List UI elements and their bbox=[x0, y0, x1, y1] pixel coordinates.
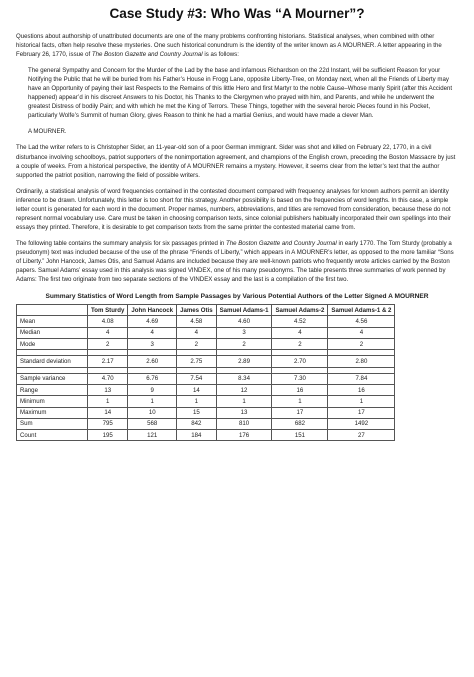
table-cell: 16 bbox=[272, 384, 328, 395]
table-cell: 17 bbox=[328, 407, 395, 418]
newspaper-title-2: The Boston Gazette and Country Journal bbox=[226, 239, 337, 247]
table-cell: 795 bbox=[88, 418, 128, 429]
table-cell: 4.56 bbox=[328, 316, 395, 327]
table-row bbox=[17, 373, 395, 384]
paragraph-table-intro bbox=[16, 239, 458, 284]
table-corner-cell bbox=[17, 305, 88, 316]
intro-paragraph bbox=[16, 32, 458, 59]
table-row bbox=[17, 327, 395, 338]
table-row bbox=[17, 418, 395, 429]
table-cell: 1 bbox=[272, 396, 328, 407]
column-header: James Otis bbox=[177, 305, 217, 316]
table-cell: 2 bbox=[88, 339, 128, 350]
row-label: Sum bbox=[17, 418, 88, 429]
table-cell: 2 bbox=[328, 339, 395, 350]
table-cell: 2.17 bbox=[88, 356, 128, 367]
table-cell: 1 bbox=[216, 396, 272, 407]
table-header-row bbox=[17, 305, 395, 316]
table-cell: 2.75 bbox=[177, 356, 217, 367]
letter-quote: The general Sympathy and Concern for the Murder of the Lad by the base and infamous Richardson on the 22d Instant, will be sufficient Reason for your Notifying the Public that he will be buried from his Father’s House in Frogg Lane, opposite Liberty-Tree, on Monday next, when all the Friends of Liberty may have an Opportunity of paying their last Respects to the Remains of this little Hero and first Martyr to the noble Cause–Whose manly Spirit (after this Accident happened) appear’d in his discreet Answers to his Doctor, his Thanks to the Clergymen who prayed with him, and Parents, and while he underwent the greatest Distress of bodily Pain; and with which he met the King of Terrors. These Things, together with the several heroic Pieces found in his Pocket, particularly Wolfe’s Summit of human Glory, gives Reason to think he had a martial Genius, and would have made a clever Man. bbox=[28, 67, 453, 120]
table-cell: 1 bbox=[88, 396, 128, 407]
intro-text-after: is as follows: bbox=[202, 51, 239, 59]
row-label: Minimum bbox=[17, 396, 88, 407]
table-cell: 151 bbox=[272, 430, 328, 441]
table-caption: Summary Statistics of Word Length from Sample Passages by Various Potential Authors of the Letter Signed A MOURNER bbox=[45, 293, 429, 301]
row-label: Standard deviation bbox=[17, 356, 88, 367]
table-row bbox=[17, 384, 395, 395]
row-label: Range bbox=[17, 384, 88, 395]
table-cell: 1 bbox=[328, 396, 395, 407]
table-cell: 2 bbox=[272, 339, 328, 350]
table-cell: 3 bbox=[216, 327, 272, 338]
table-cell: 14 bbox=[177, 384, 217, 395]
table-cell: 184 bbox=[177, 430, 217, 441]
row-label: Mode bbox=[17, 339, 88, 350]
table-row bbox=[17, 316, 395, 327]
table-cell: 4 bbox=[88, 327, 128, 338]
table-intro-after: in early 1770. The Tom Sturdy (probably a pseudonym) text was included because of the use of the phrase “Friends of Liberty,” which appears in A MOURNER’s letter, as opposed to the more familiar “Sons of Liberty.” John Hancock, James Otis, and Samuel Adams are included because they are well-known patriots who frequently wrote articles carried by the Boston papers. Samuel Adams’ essay used in this analysis was signed VINDEX, one of his many pseudonyms. The table presents three summaries of work penned by Adams: The first two originate from two separate sections of the VINDEX essay and the last is a compilation of the first two. bbox=[16, 239, 454, 284]
table-cell: 4.70 bbox=[88, 373, 128, 384]
table-cell: 4.08 bbox=[88, 316, 128, 327]
table-row bbox=[17, 356, 395, 367]
table-cell: 195 bbox=[88, 430, 128, 441]
table-cell: 2.80 bbox=[328, 356, 395, 367]
table-cell: 4 bbox=[177, 327, 217, 338]
table-cell: 682 bbox=[272, 418, 328, 429]
table-cell: 4 bbox=[272, 327, 328, 338]
table-cell: 2 bbox=[216, 339, 272, 350]
paragraph-method: Ordinarily, a statistical analysis of word frequencies contained in the contested document compared with frequency analyses for known authors permit an identity inference to be drawn. Unfortunately, this letter is too short for this strategy. Another possibility is based on the frequencies of word lengths. In this case, a simple letter count is generated for each word in the document. Proper names, numbers, abbreviations, and titles are removed from consideration, because these do not represent normal vocabulary use. Care must be taken in choosing comparison texts, since colonial publishers habitually incorporated their own spellings into their essays they printed. Therefore, it is desirable to get comparison texts from the same printer the contested material came from. bbox=[16, 187, 451, 231]
row-label: Median bbox=[17, 327, 88, 338]
table-intro-before: The following table contains the summary analysis for six passages printed in bbox=[16, 239, 226, 247]
table-cell: 7.84 bbox=[328, 373, 395, 384]
table-cell: 2.70 bbox=[272, 356, 328, 367]
table-cell: 1492 bbox=[328, 418, 395, 429]
column-header: John Hancock bbox=[128, 305, 177, 316]
table-cell: 568 bbox=[128, 418, 177, 429]
newspaper-title: The Boston Gazette and Country Journal bbox=[91, 51, 203, 59]
table-cell: 1 bbox=[128, 396, 177, 407]
table-cell: 2 bbox=[177, 339, 217, 350]
summary-statistics-table bbox=[16, 304, 395, 441]
column-header: Tom Sturdy bbox=[88, 305, 128, 316]
table-cell: 9 bbox=[128, 384, 177, 395]
table-cell: 13 bbox=[88, 384, 128, 395]
table-cell: 4.60 bbox=[216, 316, 272, 327]
table-row bbox=[17, 407, 395, 418]
row-label: Sample variance bbox=[17, 373, 88, 384]
table-cell: 4.69 bbox=[128, 316, 177, 327]
table-cell: 842 bbox=[177, 418, 217, 429]
column-header: Samuel Adams-1 bbox=[216, 305, 272, 316]
table-cell: 27 bbox=[328, 430, 395, 441]
column-header: Samuel Adams-1 & 2 bbox=[328, 305, 395, 316]
table-row bbox=[17, 396, 395, 407]
page-title: Case Study #3: Who Was “A Mourner”? bbox=[109, 6, 365, 21]
column-header: Samuel Adams-2 bbox=[272, 305, 328, 316]
table-cell: 17 bbox=[272, 407, 328, 418]
table-cell: 2.60 bbox=[128, 356, 177, 367]
row-label: Count bbox=[17, 430, 88, 441]
row-label: Maximum bbox=[17, 407, 88, 418]
table-cell: 10 bbox=[128, 407, 177, 418]
table-cell: 1 bbox=[177, 396, 217, 407]
table-cell: 15 bbox=[177, 407, 217, 418]
table-cell: 121 bbox=[128, 430, 177, 441]
table-cell: 13 bbox=[216, 407, 272, 418]
table-cell: 16 bbox=[328, 384, 395, 395]
intro-text-before: Questions about authorship of unattributed documents are one of the many problems confronting historians. Statistical analyses, when combined with other historical facts, often help resolve these mysteries. One such historical conundrum is the identity of the writer known as A MOURNER. A letter appearing in the February 26, 1770, issue of bbox=[16, 33, 442, 59]
paragraph-sider: The Lad the writer refers to is Christopher Sider, an 11-year-old son of a poor German immigrant. Sider was shot and killed on February 22, 1770, in a civil disturbance involving schoolboys, patriot supporters of the nonimportation agreement, and champions of the English crown, preceding the Boston Massacre by just a couple of weeks. From a historical perspective, the identity of A MOURNER remains a mystery. However, it seems clear from the letter’s text that the author supported the patriot position, narrowing the field of possible writers. bbox=[16, 144, 456, 179]
table-cell: 4 bbox=[128, 327, 177, 338]
table-cell: 7.30 bbox=[272, 373, 328, 384]
table-cell: 7.54 bbox=[177, 373, 217, 384]
table-cell: 4.52 bbox=[272, 316, 328, 327]
table-cell: 14 bbox=[88, 407, 128, 418]
table-cell: 4.58 bbox=[177, 316, 217, 327]
table-cell: 8.34 bbox=[216, 373, 272, 384]
table-cell: 4 bbox=[328, 327, 395, 338]
table-cell: 2.89 bbox=[216, 356, 272, 367]
table-cell: 810 bbox=[216, 418, 272, 429]
table-cell: 12 bbox=[216, 384, 272, 395]
table-row bbox=[17, 430, 395, 441]
letter-signature: A MOURNER. bbox=[28, 128, 67, 136]
table-cell: 6.76 bbox=[128, 373, 177, 384]
row-label: Mean bbox=[17, 316, 88, 327]
table-row bbox=[17, 339, 395, 350]
table-cell: 176 bbox=[216, 430, 272, 441]
table-cell: 3 bbox=[128, 339, 177, 350]
